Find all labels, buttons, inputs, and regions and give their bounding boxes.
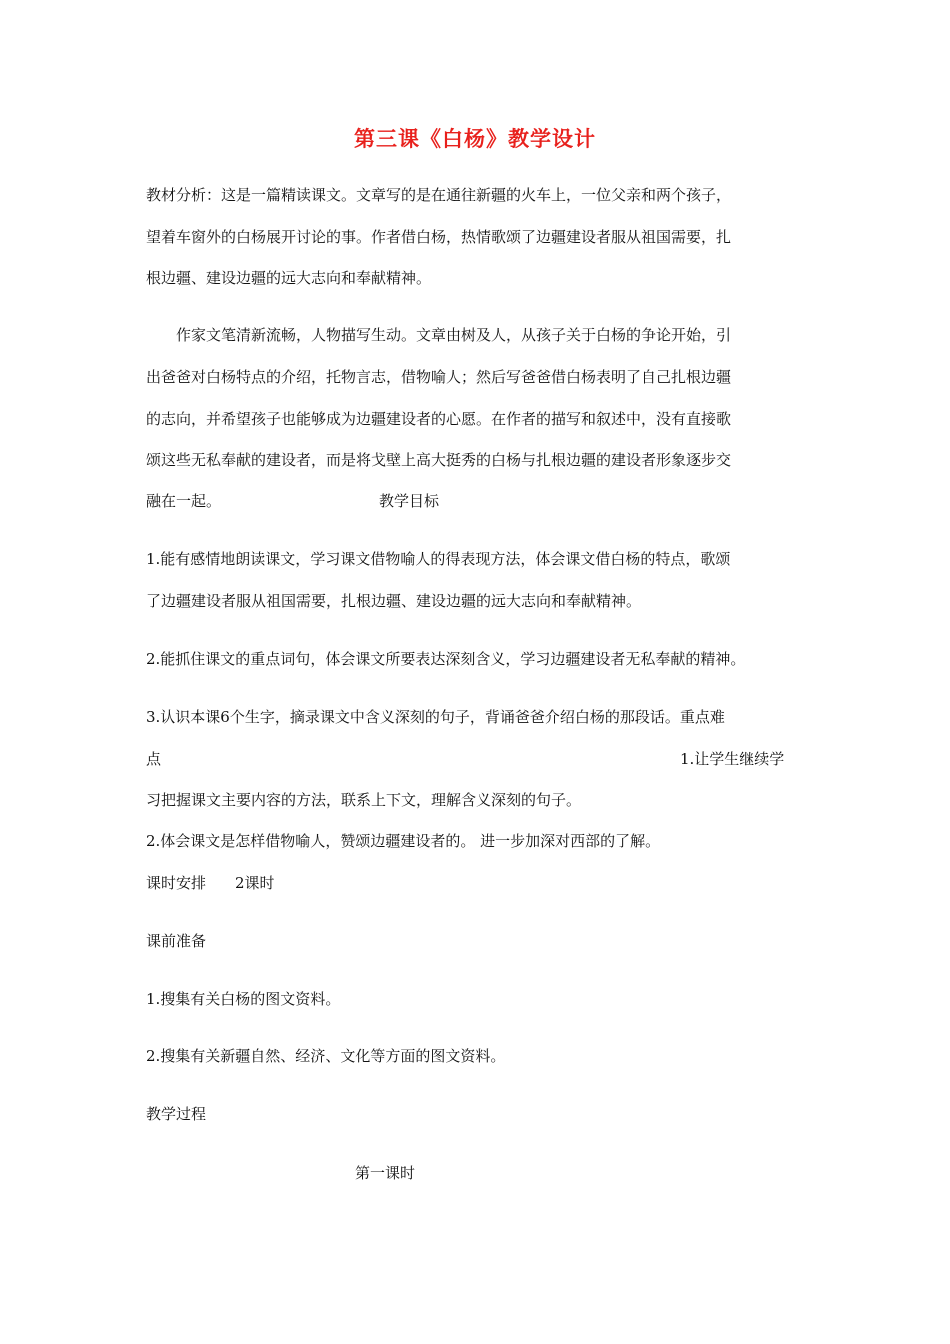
analysis-line-2: 望着车窗外的白杨展开讨论的事。作者借白杨，热情歌颂了边疆建设者服从祖国需要，扎 [146,228,732,246]
para2-line-5: 融在一起。 [146,492,222,510]
goal3-line-2a: 点 [146,750,162,768]
document-title: 第三课《白杨》教学设计 [354,126,596,151]
prep-heading: 课前准备 [146,932,207,950]
prep-item-2: 2.搜集有关新疆自然、经济、文化等方面的图文资料。 [146,1047,506,1065]
goal3-line-2b: 1.让学生继续学 [680,750,785,768]
goal1-line-2: 了边疆建设者服从祖国需要，扎根边疆、建设边疆的远大志向和奉献精神。 [146,592,642,610]
para2-line-4: 颂这些无私奉献的建设者，而是将戈壁上高大挺秀的白杨与扎根边疆的建设者形象逐步交 [146,451,732,469]
para2-line-2: 出爸爸对白杨特点的介绍，托物言志，借物喻人；然后写爸爸借白杨表明了自己扎根边疆 [146,368,732,386]
goal3-line-3: 习把握课文主要内容的方法，联系上下文，理解含义深刻的句子。 [146,791,582,809]
goal2-line: 2.能抓住课文的重点词句，体会课文所要表达深刻含义，学习边疆建设者无私奉献的精神。 [146,650,746,668]
lesson-1-heading: 第一课时 [355,1164,416,1182]
para2-line-3: 的志向，并希望孩子也能够成为边疆建设者的心愿。在作者的描写和叙述中，没有直接歌 [146,410,732,428]
para2-line-1: 作家文笔清新流畅，人物描写生动。文章由树及人，从孩子关于白杨的争论开始，引 [176,326,732,344]
goal3-line-1: 3.认识本课6个生字，摘录课文中含义深刻的句子，背诵爸爸介绍白杨的那段话。重点难 [146,708,725,726]
process-heading: 教学过程 [146,1105,207,1123]
goals-heading: 教学目标 [379,492,440,510]
analysis-line-3: 根边疆、建设边疆的远大志向和奉献精神。 [146,269,432,287]
goal1-line-1: 1.能有感情地朗读课文，学习课文借物喻人的得表现方法，体会课文借白杨的特点，歌颂 [146,550,731,568]
schedule-label: 课时安排 [146,874,207,892]
analysis-line-1: 教材分析：这是一篇精读课文。文章写的是在通往新疆的火车上，一位父亲和两个孩子， [146,186,732,204]
key-point-2: 2.体会课文是怎样借物喻人，赞颂边疆建设者的。 进一步加深对西部的了解。 [146,832,661,850]
schedule-value: 2课时 [235,874,275,892]
prep-item-1: 1.搜集有关白杨的图文资料。 [146,990,341,1008]
